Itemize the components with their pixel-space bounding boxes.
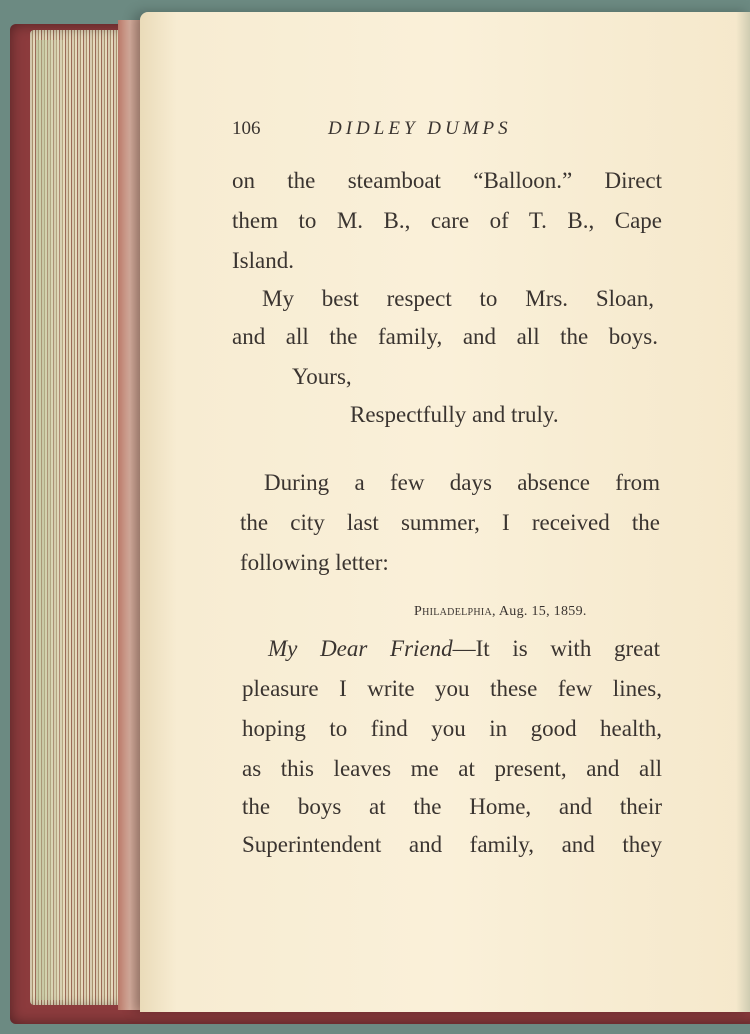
letter-opening-rest: —It is with great	[452, 636, 660, 661]
letter-opening-line	[268, 636, 660, 662]
letter-signoff: Respectfully and truly.	[350, 402, 559, 427]
letter-dateline	[414, 604, 587, 620]
text-line: as this leaves me at present, and all	[242, 756, 662, 781]
text-line: Superintendent and family, and they	[242, 832, 662, 857]
text-line: Island.	[232, 248, 294, 273]
running-title: DIDLEY DUMPS	[328, 118, 512, 139]
page-edges-tint	[36, 40, 64, 1000]
text-line: the city last summer, I received the	[240, 510, 660, 535]
dateline-date: , Aug. 15, 1859.	[492, 604, 587, 619]
text-line: the boys at the Home, and their	[242, 794, 662, 819]
text-line: My best respect to Mrs. Sloan,	[262, 286, 654, 311]
letter-salutation: My Dear Friend	[268, 636, 453, 661]
text-line: During a few days absence from	[264, 470, 660, 495]
text-line: pleasure I write you these few lines,	[242, 676, 662, 701]
text-line: and all the family, and all the boys.	[232, 324, 658, 349]
page-number: 106	[232, 118, 261, 139]
text-line: on the steamboat “Balloon.” Direct	[232, 168, 662, 193]
running-header	[232, 118, 662, 148]
letter-closing: Yours,	[292, 364, 352, 389]
text-line: hoping to find you in good health,	[242, 716, 662, 741]
page-text	[140, 12, 750, 1012]
book-page	[140, 12, 750, 1012]
text-line: following letter:	[240, 550, 389, 575]
text-line: them to M. B., care of T. B., Cape	[232, 208, 662, 233]
dateline-place: Philadelphia	[414, 604, 493, 619]
